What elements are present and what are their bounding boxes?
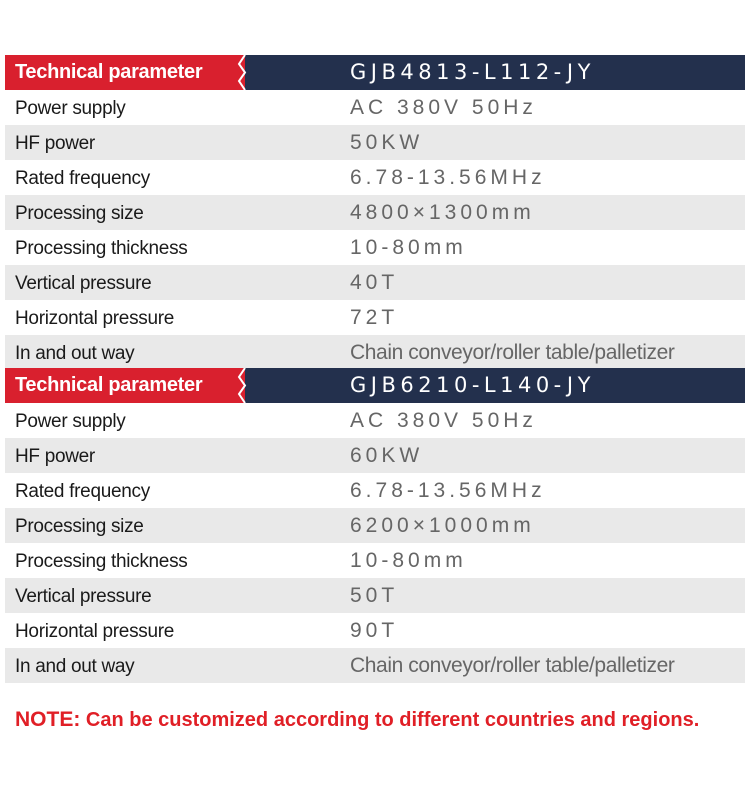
- model-number: GJB4813-L112-JY: [350, 60, 595, 84]
- row-value: 10-80mm: [350, 549, 467, 572]
- row-label: Processing size: [15, 203, 144, 224]
- note-prefix: NOTE:: [15, 708, 81, 731]
- row-label: Horizontal pressure: [15, 308, 175, 329]
- table-row: [5, 90, 745, 125]
- table-row: [5, 648, 745, 683]
- table-row: [5, 403, 745, 438]
- row-label: Rated frequency: [15, 481, 150, 502]
- row-value: 10-80mm: [350, 236, 467, 259]
- note-text: Can be customized according to different countries and regions.: [85, 709, 700, 731]
- table-header: [5, 55, 745, 90]
- row-value: 72T: [350, 306, 399, 329]
- header-label: Technical parameter: [15, 374, 203, 396]
- table-row: [5, 125, 745, 160]
- zigzag-divider-icon: [233, 55, 249, 90]
- row-label: Processing thickness: [15, 551, 188, 572]
- table-row: [5, 230, 745, 265]
- table-row: [5, 438, 745, 473]
- row-value: 50T: [350, 584, 399, 607]
- row-value: AC 380V 50Hz: [350, 96, 537, 119]
- row-value: 90T: [350, 619, 399, 642]
- spec-table-2: [5, 368, 745, 683]
- row-value: 50KW: [350, 131, 424, 154]
- table-row: [5, 265, 745, 300]
- row-value: Chain conveyor/roller table/palletizer: [350, 654, 675, 677]
- table-row: [5, 300, 745, 335]
- row-label: Vertical pressure: [15, 273, 152, 294]
- table-row: [5, 335, 745, 370]
- row-label: In and out way: [15, 656, 135, 677]
- row-label: HF power: [15, 133, 95, 154]
- table-row: [5, 508, 745, 543]
- spec-table-1: [5, 55, 745, 370]
- row-label: Power supply: [15, 411, 126, 432]
- row-value: 6.78-13.56MHz: [350, 166, 546, 189]
- table-row: [5, 195, 745, 230]
- row-label: Horizontal pressure: [15, 621, 175, 642]
- table-row: [5, 613, 745, 648]
- model-number: GJB6210-L140-JY: [350, 373, 595, 397]
- row-value: AC 380V 50Hz: [350, 409, 537, 432]
- row-value: Chain conveyor/roller table/palletizer: [350, 341, 675, 364]
- table-header: [5, 368, 745, 403]
- table-row: [5, 578, 745, 613]
- row-label: In and out way: [15, 343, 135, 364]
- table-row: [5, 160, 745, 195]
- zigzag-divider-icon: [233, 368, 249, 403]
- table-row: [5, 473, 745, 508]
- row-label: Rated frequency: [15, 168, 150, 189]
- row-label: HF power: [15, 446, 95, 467]
- row-label: Power supply: [15, 98, 126, 119]
- row-label: Vertical pressure: [15, 586, 152, 607]
- row-value: 40T: [350, 271, 399, 294]
- row-value: 4800×1300mm: [350, 201, 535, 224]
- row-value: 6200×1000mm: [350, 514, 535, 537]
- header-label: Technical parameter: [15, 61, 203, 83]
- row-value: 60KW: [350, 444, 424, 467]
- row-value: 6.78-13.56MHz: [350, 479, 546, 502]
- customization-note: [15, 708, 699, 732]
- table-row: [5, 543, 745, 578]
- row-label: Processing thickness: [15, 238, 188, 259]
- row-label: Processing size: [15, 516, 144, 537]
